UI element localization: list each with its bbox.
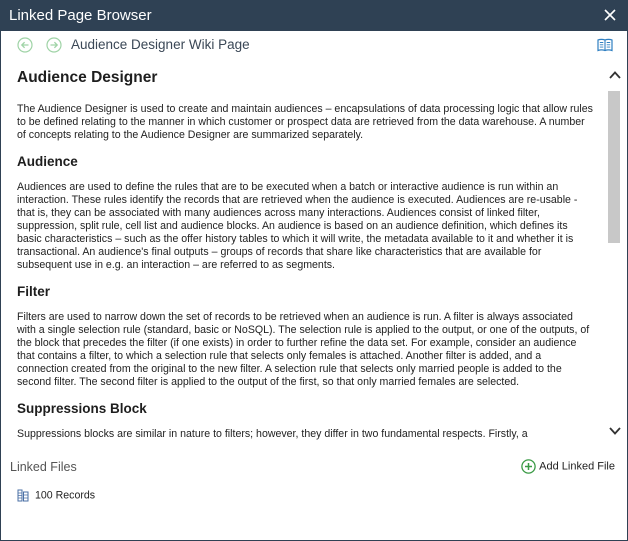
window-title: Linked Page Browser — [9, 7, 152, 24]
scroll-up-icon[interactable] — [608, 69, 622, 81]
article-title: Audience Designer — [17, 69, 158, 86]
article-viewport[interactable] — [1, 63, 605, 449]
forward-arrow-icon[interactable] — [46, 37, 62, 53]
records-count-label: 100 Records — [35, 489, 96, 502]
page-title: Audience Designer Wiki Page — [71, 37, 250, 52]
section-heading-suppressions: Suppressions Block — [17, 401, 147, 416]
vertical-scrollbar[interactable] — [605, 63, 625, 449]
close-icon[interactable] — [601, 6, 619, 24]
article — [1, 63, 605, 441]
section-body-audience: Audiences are used to define the rules that are to be executed when a batch or interactive audience is run within an interaction. These rules identify the records that are retrieved when the audience is executed. Audiences are re-usable - that is, they can be associated with many audiences across many interactions. Audiences consist of linked filter, suppression, split rule, cell list and audience blocks. An audience is based on an audience definition, which defines its basic characteristics – such as the offer history tables to which it will write, the metadata available to it and whether it is transactional. An audience's final outputs – groups of records that share like characteristics that are available for subsequent use in e.g. an interaction – are referred to as segments. — [17, 181, 578, 271]
article-intro: The Audience Designer is used to create and maintain audiences – encapsulations of data processing logic that allow rules to be defined relating to the manner in which customer or prospect data are retrieved from the data warehouse. A number of concepts relating to the Audience Designer are summarized separately. — [17, 103, 593, 141]
section-body-filter: Filters are used to narrow down the set of records to be retrieved when an audience is run. A filter is always associated with a single selection rule (standard, basic or NoSQL). The selection rule is applied to the output, or one of the outputs, of the block that precedes the filter (if one exists) in order to further refine the data set. For example, consider an audience that contains a filter, to which a selection rule that selects only females is attached. Another filter is added, and a connection created from the original to the new filter. A selection rule that selects only married people is added to the second filter. The second filter is applied to the output of the first, so that only married females are selected. — [17, 311, 590, 388]
linked-files-panel — [1, 451, 627, 540]
scroll-down-icon[interactable] — [608, 425, 622, 437]
linked-file-item[interactable] — [17, 489, 95, 502]
section-heading-audience: Audience — [17, 154, 78, 169]
section-heading-filter: Filter — [17, 284, 51, 299]
add-linked-file-label: Add Linked File — [539, 460, 615, 473]
title-bar — [1, 1, 627, 31]
add-circle-icon — [521, 459, 536, 474]
scrollbar-thumb[interactable] — [608, 91, 620, 243]
database-icon — [17, 489, 29, 502]
add-linked-file-button[interactable] — [521, 459, 615, 477]
linked-files-heading: Linked Files — [10, 460, 77, 474]
book-icon[interactable] — [597, 38, 613, 52]
back-arrow-icon[interactable] — [17, 37, 33, 53]
navigation-bar — [1, 31, 627, 59]
section-body-suppressions: Suppressions blocks are similar in nature to filters; however, they differ in two fundamental respects. Firstly, a — [17, 428, 528, 440]
